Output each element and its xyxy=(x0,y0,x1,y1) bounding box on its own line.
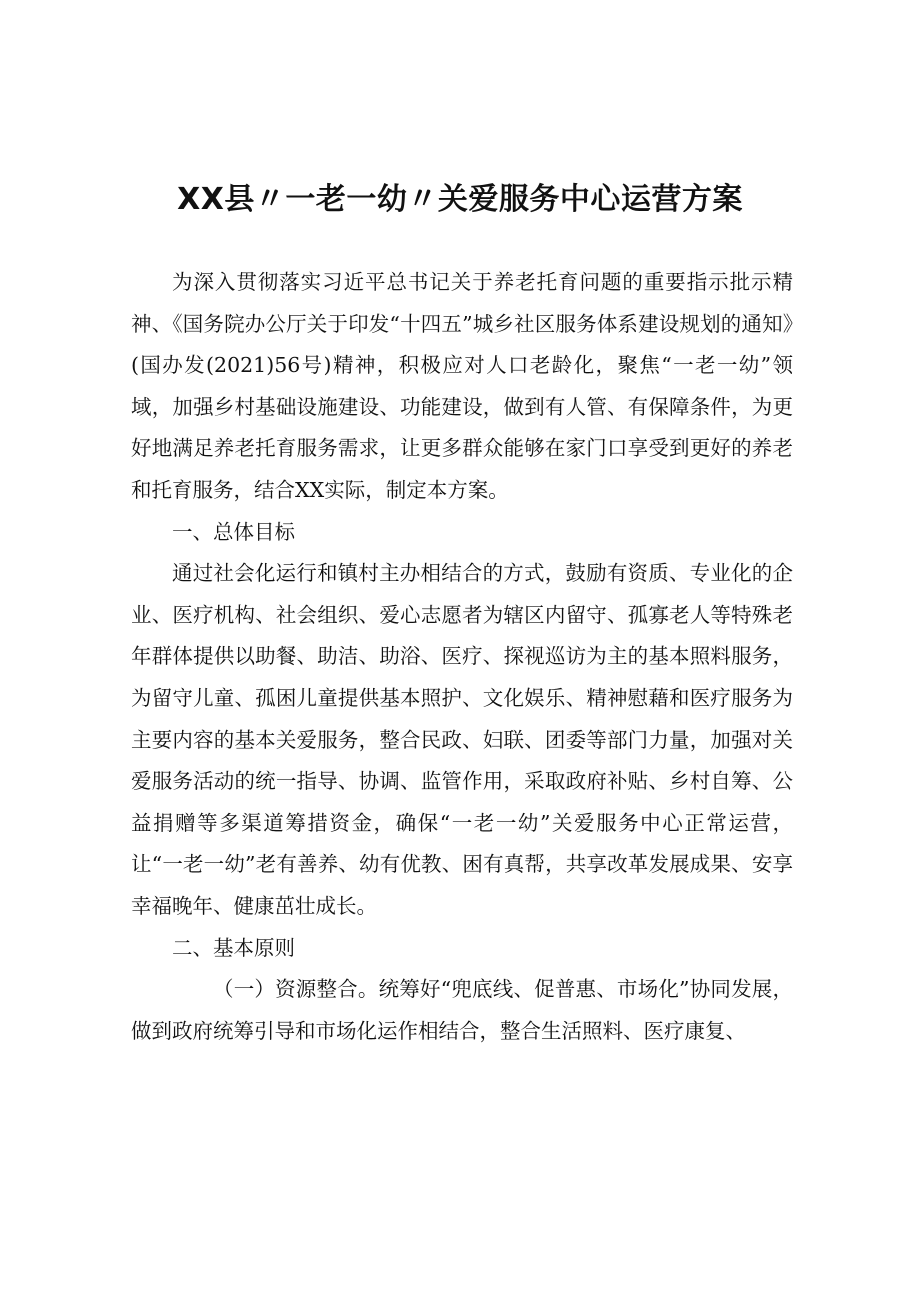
section-heading-overall-goal: 一、总体目标 xyxy=(172,519,295,544)
overall-goal-paragraph: 通过社会化运行和镇村主办相结合的方式，鼓励有资质、专业化的企业、医疗机构、社会组织、爱心志愿者为辖区内留守、孤寡老人等特殊老年群体提供以助餐、助洁、助浴、医疗、探视巡访为主的基本照料服务，为留守儿童、孤困儿童提供基本照护、文化娱乐、精神慰藉和医疗服务为主要内容的基本关爱服务，整合民政、妇联、团委等部门力量，加强对关爱服务活动的统一指导、协调、监管作用，采取政府补贴、乡村自筹、公益捐赠等多渠道筹措资金，确保“一老一幼”关爱服务中心正常运营，让“一老一幼”老有善养、幼有优教、困有真帮，共享改革发展成果、安享幸福晚年、健康茁壮成长。 xyxy=(131,561,793,918)
principle-resource-integration-paragraph: （一）资源整合。统筹好“兜底线、促普惠、市场化”协同发展，做到政府统筹引导和市场化运作相结合，整合生活照料、医疗康复、 xyxy=(131,977,793,1043)
intro-paragraph: 为深入贯彻落实习近平总书记关于养老托育问题的重要指示批示精神、《国务院办公厅关于印发“十四五”城乡社区服务体系建设规划的通知》(国办发(2021)56号)精神，积极应对人口老龄化，聚焦“一老一幼”领域，加强乡村基础设施建设、功能建设，做到有人管、有保障条件，为更好地满足养老托育服务需求，让更多群众能够在家门口享受到更好的养老和托育服务，结合XX实际，制定本方案。 xyxy=(131,270,793,502)
section-heading-basic-principles: 二、基本原则 xyxy=(172,935,295,960)
document-body xyxy=(131,262,793,1052)
document-title: XX县〃一老一幼〃关爱服务中心运营方案 xyxy=(177,182,743,217)
